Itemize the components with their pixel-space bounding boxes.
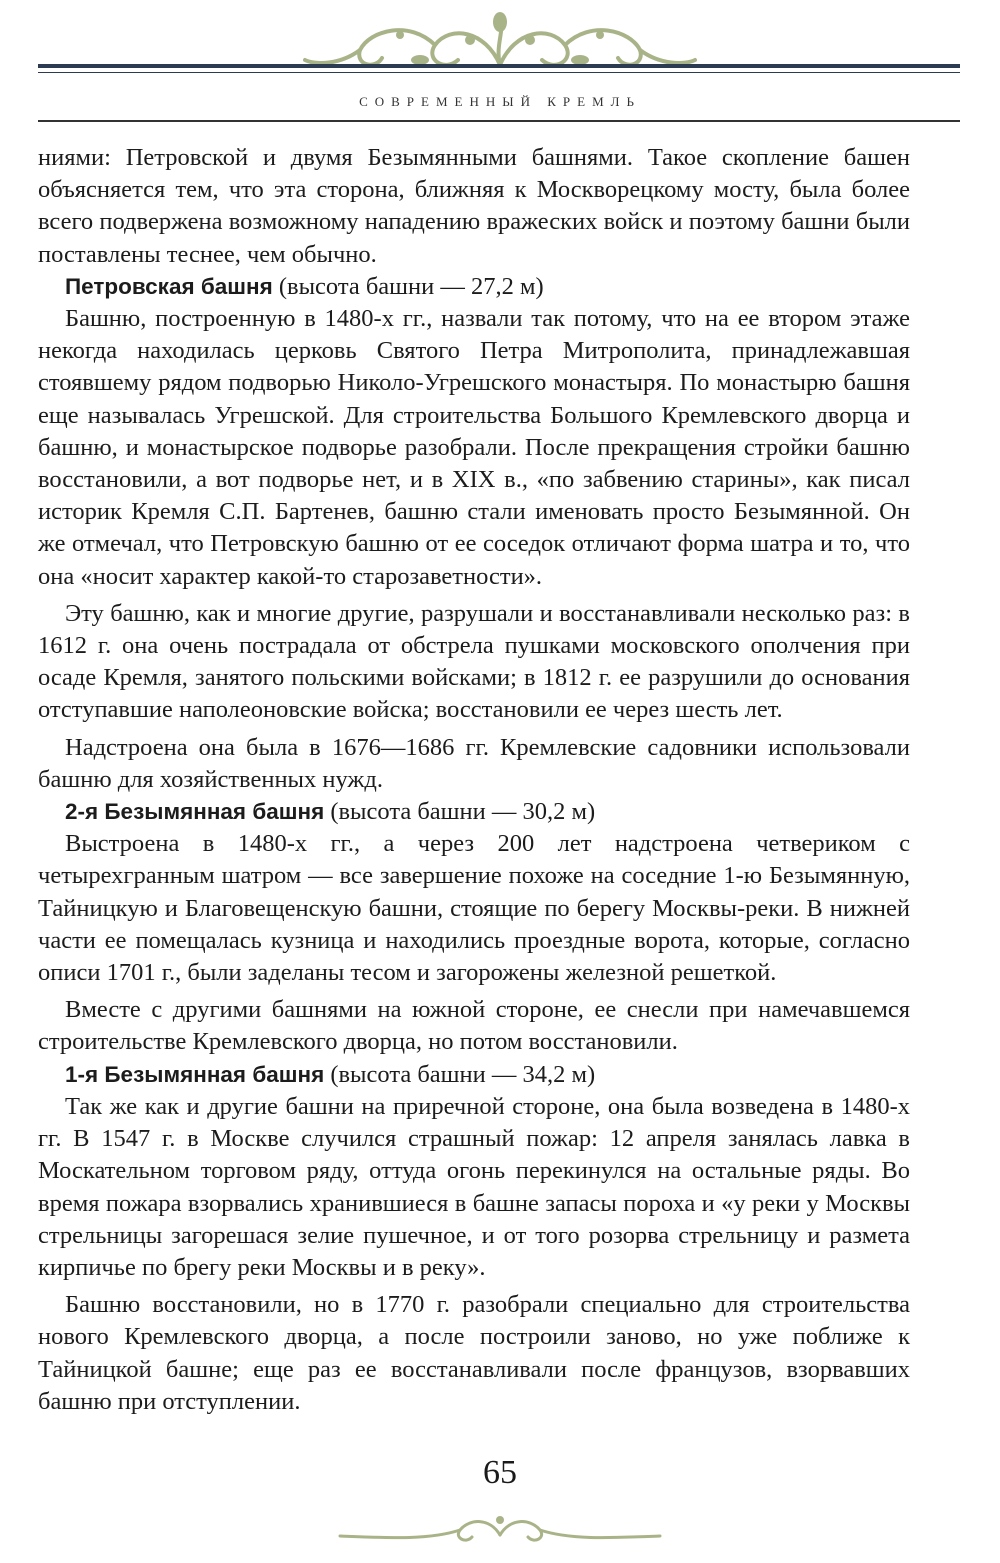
body-text [38, 142, 910, 1418]
section-heading-second-nameless [38, 796, 910, 828]
header-underline [38, 120, 960, 122]
paragraph-petrovskaya-destruction: Эту башню, как и многие другие, разрушали и восстанавливали несколько раз: в 1612 г. она очень пострадала от обстрела пушками московского ополчения при осаде Кремля, занятого польскими войсками; в 1812 г. ее разрушили до основания отступавшие наполеоновские войска; восстановили ее через шесть лет. [38, 599, 910, 724]
page-number: 65 [483, 1454, 517, 1491]
heading-height: (высота башни — 34,2 м) [324, 1060, 596, 1088]
heading-height: (высота башни — 30,2 м) [324, 798, 596, 826]
paragraph-first-nameless-rebuild: Башню восстановили, но в 1770 г. разобрали специально для строительства нового Кремлевского дворца, а после построили заново, но уже поближе к Тайницкой башне; еще раз ее восстанавливали после французов, взорвавших башню при отступлении. [38, 1291, 910, 1415]
header-rule-thick [38, 64, 960, 68]
small-scroll-ornament-icon [330, 1510, 670, 1550]
heading-name: 1-я Безымянная башня [65, 1061, 325, 1087]
heading-name: 2-я Безымянная башня [65, 799, 325, 825]
paragraph-petrovskaya-extension: Надстроена она была в 1676—1686 гг. Кремлевские садовники использовали башню для хозяйственных нужд. [38, 733, 910, 793]
header-rule-thin [38, 72, 960, 73]
running-title: СОВРЕМЕННЫЙ КРЕМЛЬ [359, 94, 641, 109]
paragraph-petrovskaya-history: Башню, построенную в 1480-х гг., назвали так потому, что на ее втором этаже некогда находилась церковь Святого Петра Митрополита, принадлежавшая стоявшему рядом подворью Николо-Угрешского монастыря. По монастырю башня еще называлась Угрешской. Для строительства Большого Кремлевского дворца и башню, и монастырское подворье разобрали. После прекращения стройки башню восстановили, а вот подворье нет, и в XIX в., «по забвению старины», как писал историк Кремля С.П. Бартенев, башню стали именовать просто Безымянной. Он же отмечал, что Петровскую башню от ее соседок отличают форма шатра и то, что она «носит характер какой-то старозаветности». [38, 305, 910, 590]
heading-height: (высота башни — 27,2 м) [272, 272, 544, 300]
section-heading-first-nameless [38, 1059, 910, 1091]
heading-name: Петровская башня [65, 273, 273, 299]
paragraph-second-nameless-restoration: Вместе с другими башнями на южной стороне, ее снесли при намечавшемся строительстве Кремлевского дворца, но потом восстановили. [38, 996, 910, 1056]
floral-scroll-ornament-icon [300, 10, 700, 88]
paragraph-second-nameless-history: Выстроена в 1480-х гг., а через 200 лет надстроена четвериком с четырехгранным шатром — все завершение похоже на соседние 1-ю Безымянную, Тайницкую и Благовещенскую башни, стоящие по берегу Москвы-реки. В нижней части ее помещалась кузница и находились проездные ворота, которые, согласно описи 1701 г., были заделаны тесом и загорожены железной решеткой. [38, 830, 910, 987]
paragraph-continuation: ниями: Петровской и двумя Безымянными башнями. Такое скопление башен объясняется тем, что эта сторона, ближняя к Москворецкому мосту, была более всего подвержена возможному нападению вражеских войск и поэтому башни были поставлены теснее, чем обычно. [38, 144, 910, 268]
section-heading-petrovskaya [38, 271, 910, 303]
paragraph-first-nameless-fire: Так же как и другие башни на приречной стороне, она была возведена в 1480-х гг. В 1547 г. в Москве случился страшный пожар: 12 апреля занялась лавка в Москательном торговом ряду, оттуда огонь перекинулся на остальные ряды. Во время пожара взорвались хранившиеся в башне запасы пороха и «у реки у Москвы стрельницы загорешася зелие пушечное, и от того розорва стрельницу и размета кирпичье по брегу реки Москвы и в реку». [38, 1092, 910, 1281]
